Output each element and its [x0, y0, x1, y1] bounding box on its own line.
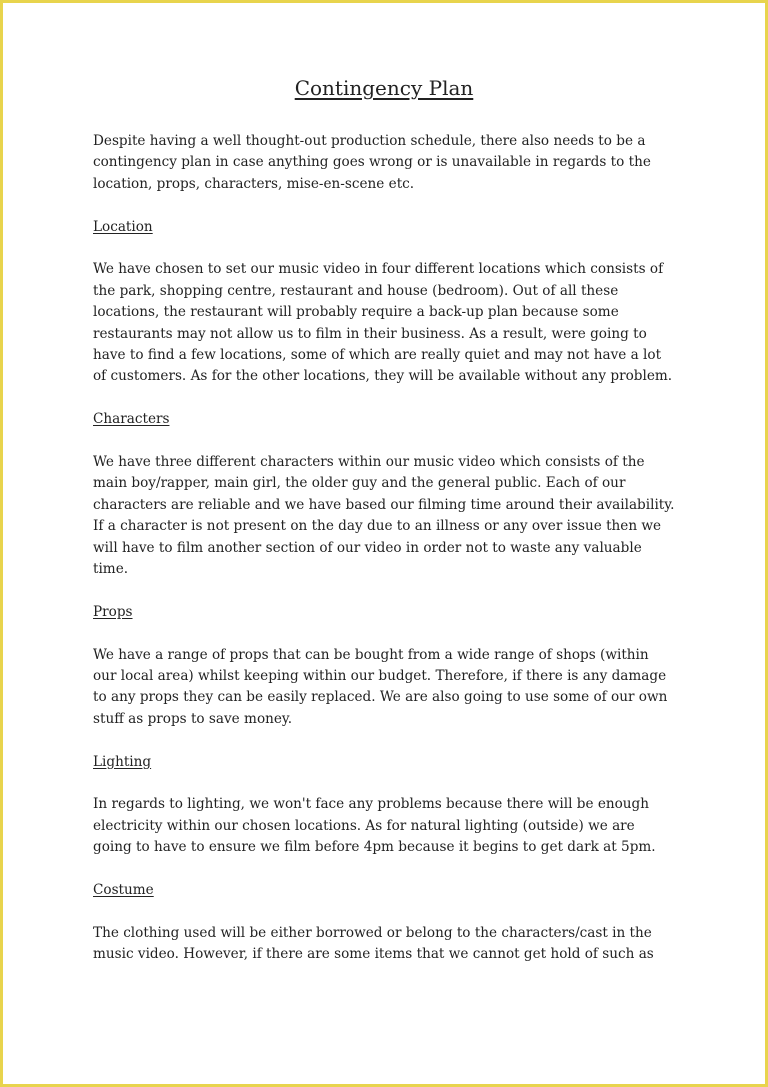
section-heading-props: Props [93, 603, 133, 620]
section-heading-costume: Costume [93, 882, 154, 899]
section-body-location: We have chosen to set our music video in four different locations which consists of the park, shopping centre, restaurant and house (bedroom). Out of all these locations, the restaurant will probably require a back-up plan because some restaurants may not allow us to film in their business. As a result, were going to have to find a few locations, some of which are really quiet and may not have a lot of customers. As for the other locations, they will be available without any problem. [93, 261, 673, 385]
section-heading-lighting: Lighting [93, 753, 152, 770]
section-body-costume: The clothing used will be either borrowed or belong to the characters/cast in the music video. However, if there are some items that we cannot get hold of such as [93, 924, 654, 963]
document-title: Contingency Plan [294, 76, 474, 100]
document-body [93, 73, 675, 987]
section-heading-location: Location [93, 218, 153, 235]
section-body-lighting: In regards to lighting, we won't face any problems because there will be enough electricity within our chosen locations. As for natural lighting (outside) we are going to have to ensure we film before 4pm because it begins to get dark at 5pm. [93, 796, 656, 856]
section-body-characters: We have three different characters within our music video which consists of the main boy/rapper, main girl, the older guy and the general public. Each of our characters are reliable and we have based our filming time around their availability. If a character is not present on the day due to an illness or any over issue then we will have to film another section of our video in order not to waste any valuable time. [93, 454, 675, 578]
intro-paragraph: Despite having a well thought-out production schedule, there also needs to be a contingency plan in case anything goes wrong or is unavailable in regards to the location, props, characters, mise-en-scene etc. [93, 133, 651, 192]
section-body-props: We have a range of props that can be bought from a wide range of shops (within our local area) whilst keeping within our budget. Therefore, if there is any damage to any props they can be easily replaced. We are also going to use some of our own stuff as props to save money. [93, 646, 668, 727]
section-heading-characters: Characters [93, 411, 170, 428]
